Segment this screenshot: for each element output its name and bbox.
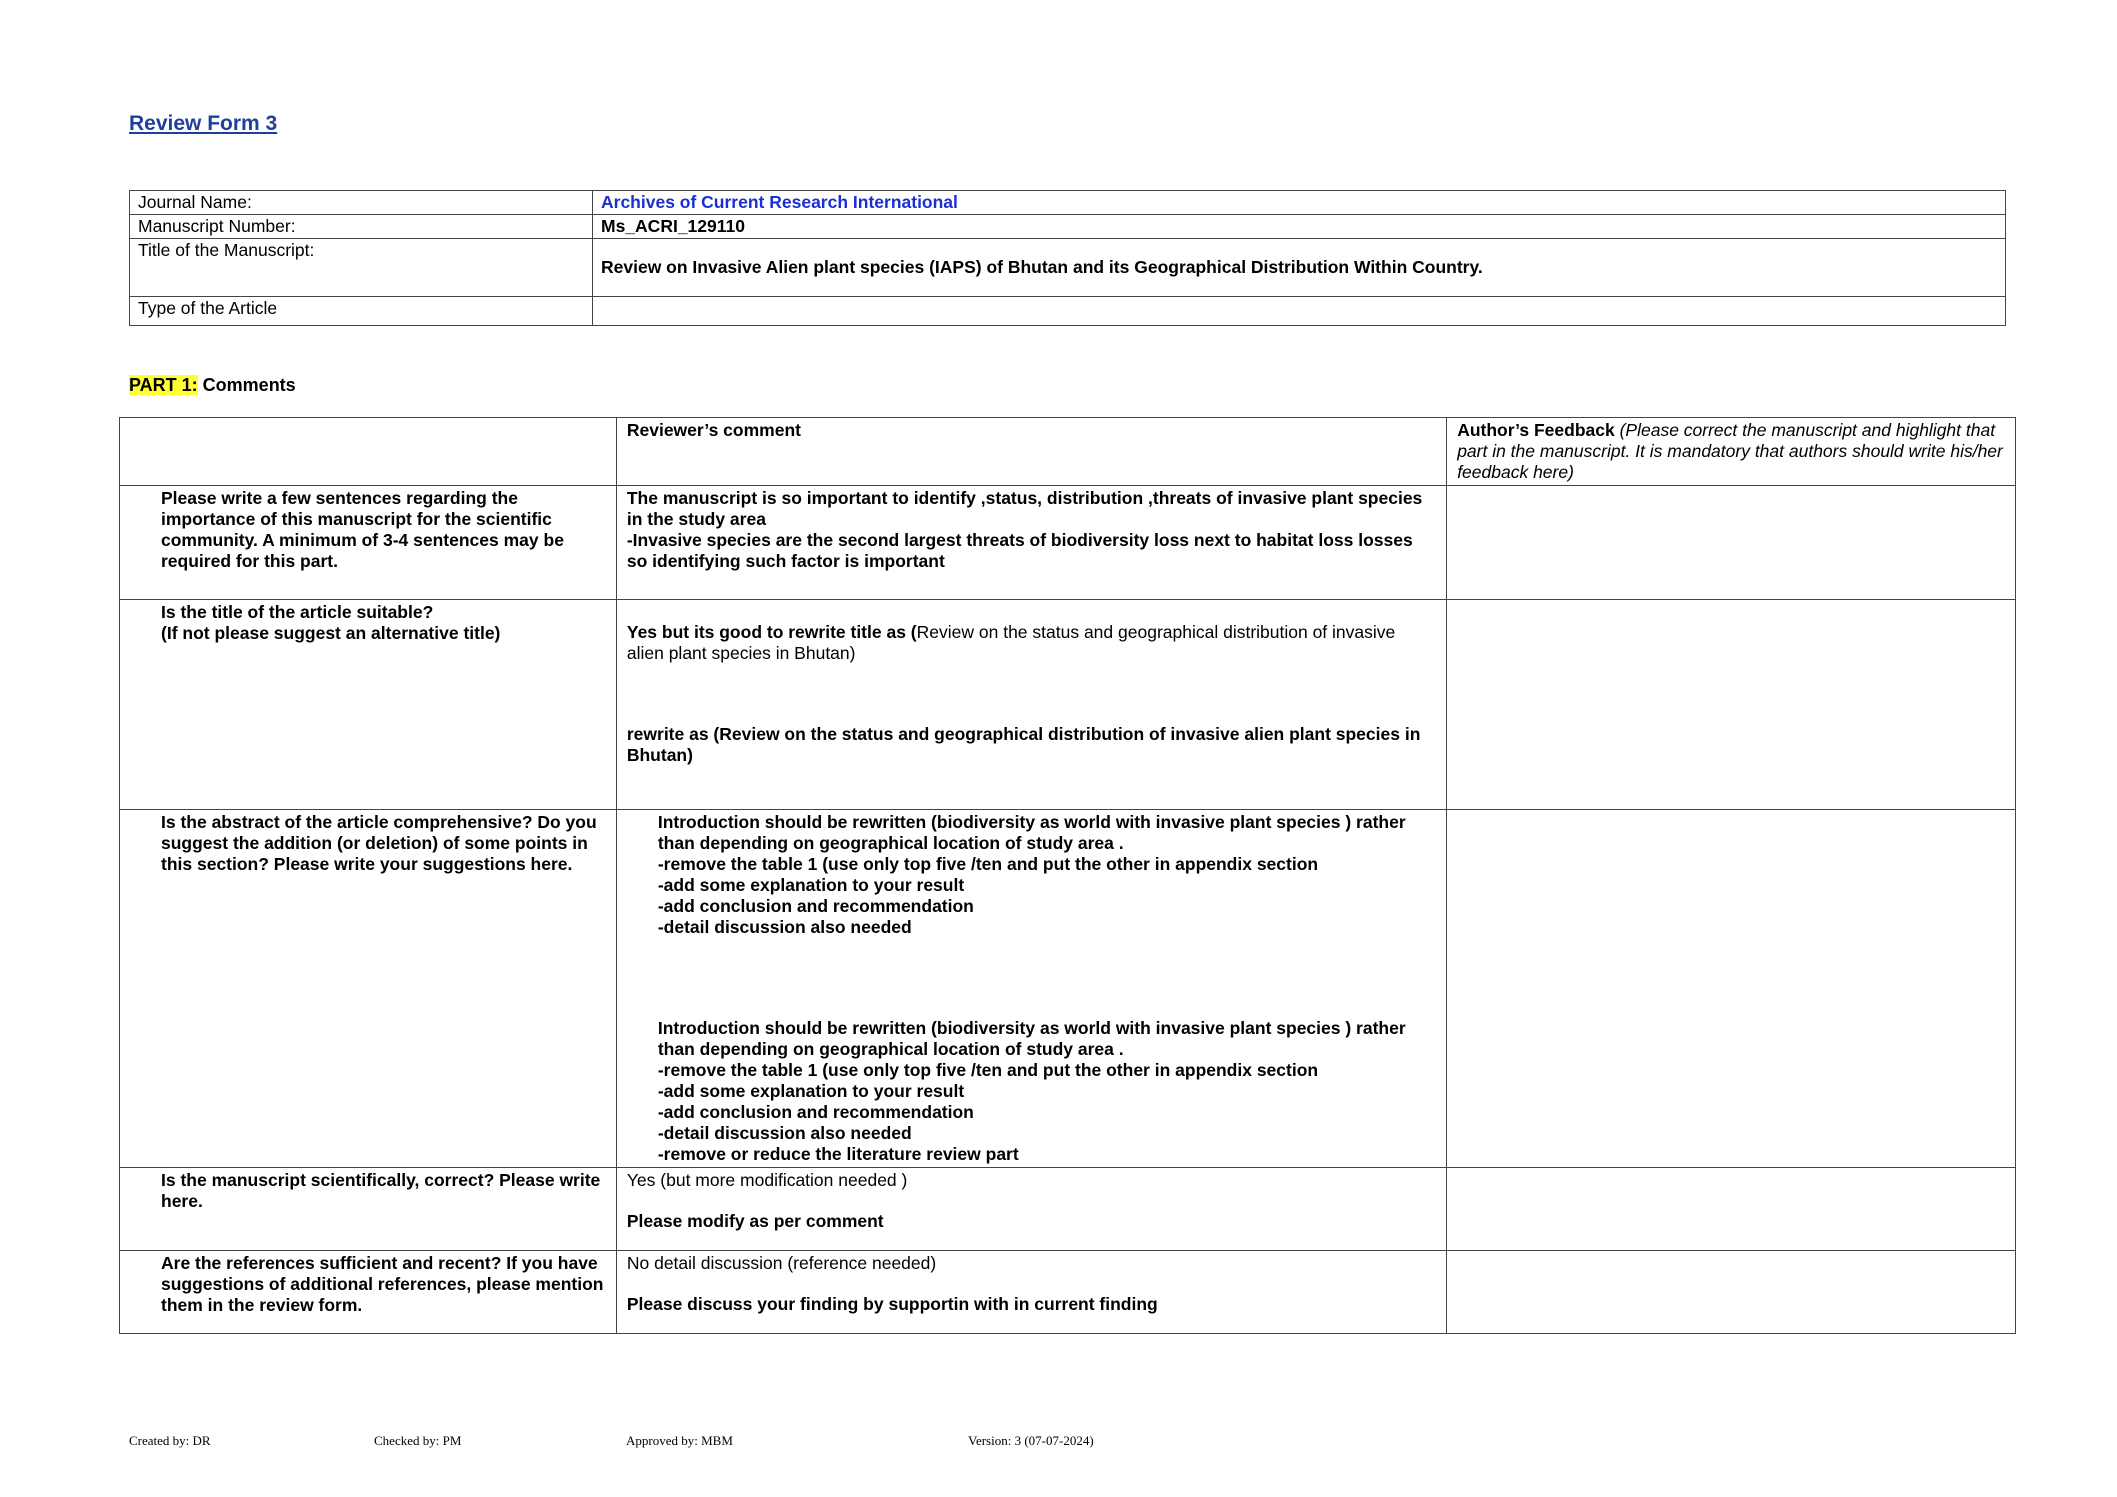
- scientific-comment-line: Please modify as per comment: [626, 1211, 884, 1231]
- references-comment: [616, 1251, 1446, 1334]
- importance-comment-line: The manuscript is so important to identify ,status, distribution ,threats of invasive plant species in the study area: [626, 488, 1423, 529]
- abstract-comment-line: -add some explanation to your result: [657, 1081, 965, 1101]
- importance-row: [120, 486, 2016, 600]
- references-row: [120, 1251, 2016, 1334]
- scientific-row: [120, 1168, 2016, 1251]
- scientific-comment-line: Yes (but more modification needed ): [626, 1170, 908, 1190]
- title-row: [120, 600, 2016, 810]
- abstract-comment-line: -remove the table 1 (use only top five /ten and put the other in appendix section: [657, 1060, 1319, 1080]
- title-suggestion-text: Review on the status and geographical distribution of invasive alien plant species in Bhutan): [626, 622, 1396, 663]
- author-feedback-header: [1447, 418, 2016, 486]
- form-title: Review Form 3: [129, 112, 278, 135]
- part-1-heading: [129, 375, 296, 396]
- comments-header-row: [120, 418, 2016, 486]
- footer-version: Version: 3 (07-07-2024): [968, 1433, 1094, 1448]
- title-author-feedback[interactable]: [1447, 600, 2016, 810]
- abstract-comment-line: -remove or reduce the literature review part: [657, 1144, 1019, 1164]
- importance-question: Please write a few sentences regarding the importance of this manuscript for the scientific community. A minimum of 3-4 sentences may be required for this part.: [120, 486, 617, 600]
- article-type-value: [593, 297, 2006, 326]
- abstract-author-feedback[interactable]: [1447, 810, 2016, 1168]
- manuscript-number-row: [130, 215, 2006, 239]
- journal-label: Journal Name:: [130, 191, 593, 215]
- comments-table: [119, 417, 2016, 1334]
- title-question-line: Is the title of the article suitable?: [161, 602, 434, 622]
- header-empty-cell: [120, 418, 617, 486]
- abstract-comment-line: -add some explanation to your result: [657, 875, 965, 895]
- importance-comment: [616, 486, 1446, 600]
- title-comment-suggestion: [627, 622, 1436, 664]
- abstract-comment-line: Introduction should be rewritten (biodiversity as world with invasive plant species ) rather than depending on geographical location of study area .: [657, 812, 1406, 853]
- importance-comment-line: -Invasive species are the second largest threats of biodiversity loss next to habitat loss losses so identifying such factor is important: [626, 530, 1413, 571]
- references-author-feedback[interactable]: [1447, 1251, 2016, 1334]
- manuscript-number-value: Ms_ACRI_129110: [593, 215, 2006, 239]
- article-type-label: Type of the Article: [130, 297, 593, 326]
- manuscript-number-label: Manuscript Number:: [130, 215, 593, 239]
- importance-author-feedback[interactable]: [1447, 486, 2016, 600]
- scientific-author-feedback[interactable]: [1447, 1168, 2016, 1251]
- references-comment-line: No detail discussion (reference needed): [626, 1253, 937, 1273]
- author-feedback-title: Author’s Feedback: [1457, 420, 1615, 440]
- scientific-comment: [616, 1168, 1446, 1251]
- abstract-comment-block-1: [627, 812, 1436, 938]
- title-question-line: (If not please suggest an alternative title): [161, 623, 501, 643]
- title-question: [120, 600, 617, 810]
- abstract-comment-line: Introduction should be rewritten (biodiversity as world with invasive plant species ) rather than depending on geographical location of study area .: [657, 1018, 1406, 1059]
- reviewer-comment-header: Reviewer’s comment: [616, 418, 1446, 486]
- abstract-row: [120, 810, 2016, 1168]
- abstract-comment-line: -detail discussion also needed: [657, 917, 912, 937]
- footer-checked-by: Checked by: PM: [374, 1433, 462, 1448]
- footer-approved-by: Approved by: MBM: [626, 1433, 733, 1448]
- scientific-question: Is the manuscript scientifically, correct? Please write here.: [120, 1168, 617, 1251]
- manuscript-title-value: Review on Invasive Alien plant species (IAPS) of Bhutan and its Geographical Distribution Within Country.: [593, 239, 2006, 297]
- abstract-comment: [616, 810, 1446, 1168]
- article-type-row: [130, 297, 2006, 326]
- abstract-comment-line: -detail discussion also needed: [657, 1123, 912, 1143]
- manuscript-title-label: Title of the Manuscript:: [130, 239, 593, 297]
- journal-value: Archives of Current Research International: [593, 191, 2006, 215]
- abstract-comment-line: -add conclusion and recommendation: [657, 1102, 974, 1122]
- title-comment-rewrite: rewrite as (Review on the status and geographical distribution of invasive alien plant species in Bhutan): [626, 724, 1421, 765]
- journal-row: [130, 191, 2006, 215]
- manuscript-info-table: [129, 190, 2006, 326]
- manuscript-title-row: [130, 239, 2006, 297]
- abstract-comment-line: -remove the table 1 (use only top five /ten and put the other in appendix section: [657, 854, 1319, 874]
- author-feedback-instructions: (Please correct the manuscript and highlight that part in the manuscript. It is mandatory that authors should write his/her feedback here): [1457, 420, 2003, 482]
- abstract-comment-block-2: [627, 1018, 1436, 1165]
- references-comment-line: Please discuss your finding by supportin with in current finding: [626, 1294, 1158, 1314]
- part-1-label: PART 1:: [129, 375, 198, 395]
- part-1-title: Comments: [197, 375, 296, 395]
- abstract-comment-line: -add conclusion and recommendation: [657, 896, 974, 916]
- references-question: Are the references sufficient and recent? If you have suggestions of additional references, please mention them in the review form.: [120, 1251, 617, 1334]
- footer-created-by: Created by: DR: [129, 1433, 211, 1448]
- title-comment: [616, 600, 1446, 810]
- title-suggestion-lead: Yes but its good to rewrite title as (: [626, 622, 917, 642]
- abstract-question: Is the abstract of the article comprehensive? Do you suggest the addition (or deletion) of some points in this section? Please write your suggestions here.: [120, 810, 617, 1168]
